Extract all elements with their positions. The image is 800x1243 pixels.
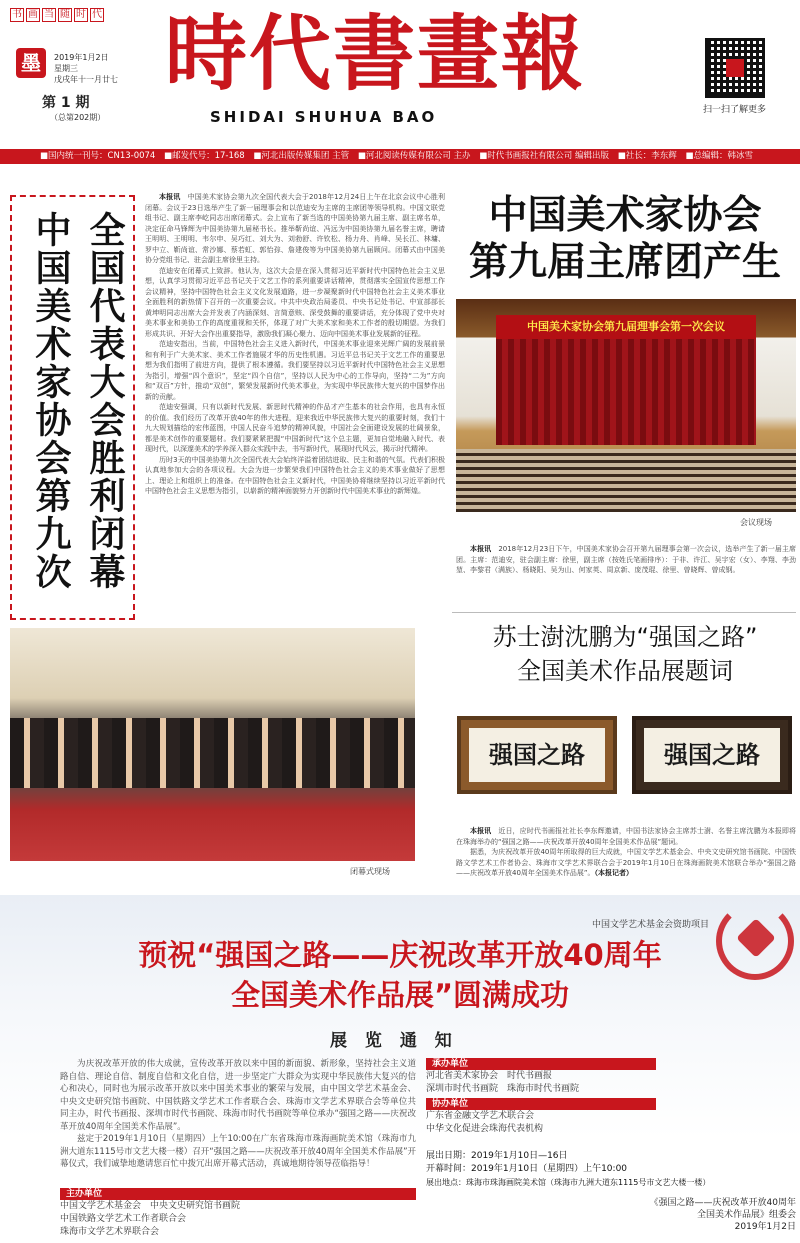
notice-title: 展 览 通 知: [330, 1031, 458, 1051]
presidium-headline: [452, 192, 798, 286]
tagline-char: 时: [76, 9, 86, 20]
organizer-item: 珠海市文学艺术界联合会: [60, 1227, 160, 1237]
notice-paragraph: 为庆祝改革开放的伟大成就，宣传改革开放以来中国的新面貌、新形象，坚持社会主义道路自信、理论自信、制度自信和文化自信，进一步坚定广大群众为实现中华民族伟大复兴的信心和决心，同时也为展示改革开放以来中国美术事业的繁荣与发展，由中国文学艺术基金会、中央文史研究馆书画院、中国铁路文学艺术工作者联合会、珠海市文学艺术界联合会等单位共同主办，时代书画报、深圳市时代书画院、珠海市时代书画院等单位承办“强国之路——庆祝改革开放40周年全国美术作品展”。: [60, 1059, 416, 1132]
calligraphy-scroll-1: [457, 716, 617, 794]
lead-article: [145, 192, 445, 620]
info-item: ■河北出版传媒集团 主管: [253, 151, 350, 161]
newspaper-title-pinyin: SHIDAI SHUHUA BAO: [210, 108, 438, 126]
signoff-block: [560, 1197, 796, 1233]
issue-weekday: 星期三: [54, 64, 78, 73]
inscription-headline-line2: 全国美术作品展题词: [517, 657, 733, 685]
organizer-item: 中国文学艺术基金会 中央文史研究馆书画院: [60, 1201, 241, 1211]
qr-code-icon[interactable]: [705, 38, 765, 98]
exhibition-venue: 展出地点：珠海市珠海画院美术馆（珠海市九洲大道东1115号市文艺大楼一楼）: [426, 1178, 711, 1187]
info-item: ■总编辑：韩冰雪: [685, 151, 754, 161]
article-paragraph: 历时3天的中国美协第九次全国代表大会始终洋溢着团结进取、民主和谐的气氛。代表们积极认真地参加大会的各项议程。大会为进一步繁荣我们中国特色社会主义的美术事业做好了思想上、理论上和组织上的准备。在中国特色社会主义新时代，中国美协将继续坚持以习近平新时代中国特色社会主义思想为指引，以崭新的精神面貌努力开创新时代中国美术事业的新辉煌。: [145, 455, 445, 495]
lead-headline-box: [10, 195, 135, 620]
organizers-title: 主办单位: [60, 1188, 416, 1200]
closing-photo-caption: 闭幕式现场: [350, 867, 390, 876]
opening-time: 开幕时间：2019年1月10日（星期四）上午10:00: [426, 1164, 628, 1174]
meeting-photo: [456, 299, 796, 512]
lead-headline-right: 全国代表大会胜利闭幕: [84, 211, 125, 591]
info-item: ■社长：李东辉: [617, 151, 677, 161]
inscription-headline-line1: 苏士澍沈鹏为“强国之路”: [492, 623, 758, 651]
stage-curtain: [496, 339, 756, 445]
calligraphy-text: 强国之路: [469, 728, 605, 782]
signoff-line2: 全国美术作品展》组委会: [696, 1210, 796, 1220]
presidium-article: [456, 544, 796, 608]
sponsor-note: 中国文学艺术基金会资助项目: [592, 920, 710, 930]
inscription-headline: [452, 620, 798, 688]
audience-seats: [456, 449, 796, 512]
coorg-item: 中华文化促进会珠海代表机构: [426, 1124, 544, 1134]
article-paragraph: 2018年12月23日下午，中国美术家协会召开第九届理事会第一次会议，选举产生了新一届主席团。主席：范迪安，驻会副主席：徐里，副主席（按姓氏笔画排序）：于非、许江、吴宇宏（女）、李翔、李劲堃、李黎君（满族）、杨晓阳、吴为山、何家英、周京新、庞茂琨、徐里、曾晓辉、曾成钢。: [456, 545, 796, 574]
article-paragraph: 中国美术家协会第九次全国代表大会于2018年12月24日上午在北京会议中心胜利闭幕。会议于23日选举产生了新一届理事会和以范迪安为主席的主席团等领导机构。中国文联党组书记、副主席李屹同志出席闭幕式。会上宣布了新当选的中国美协第九届主席、副主席名单，决定征命马锋辉为中国美协第九届秘书长。推举靳尚谊、冯远为中国美协第九届名誉主席，聘请王明明、王明明、韦尔申、吴巧红、刘大为、刘勃舒、许钦松、杨力舟、肖峰、吴长江、林墉、罗中立、靳尚谊、常沙娜、蔡若虹、郭怡孮、詹建俊等为中国美协第九届顾问。闭幕式由中国美协分党组书记、驻会副主席徐里主持。: [145, 193, 445, 264]
calligraphy-text: 强国之路: [644, 728, 780, 782]
info-item: ■邮发代号：17-168: [164, 151, 245, 161]
presidium-headline-line2: 第九届主席团产生: [468, 239, 781, 285]
meeting-photo-caption: 会议现场: [740, 518, 772, 527]
exhibition-headline-line2: 全国美术作品展”圆满成功: [230, 978, 570, 1012]
signoff-line1: 《强国之路——庆祝改革开放40周年: [649, 1198, 796, 1208]
exhibition-headline: [60, 935, 740, 1015]
inscription-article: [456, 826, 796, 882]
article-lead: 本报讯: [470, 545, 492, 553]
seal-logo: 墨: [16, 48, 46, 78]
schedule-block: [426, 1150, 796, 1189]
article-paragraph: 范迪安强调，只有以新时代发展、新思时代精神的作品才产生基本的社会作用，也具有永恒的价值。我们经历了改革开放40年的伟大进程，迎来我近中华民族伟大复兴的重要时刻，我们十九大规划描绘的宏伟蓝图，中国人民奋斗追梦的精神风貌，中国社会全面建设发展的壮阔景象，都是美术创作的重要题材。我们要紧紧把握“中国新时代”这个总主题，更加自觉地融入时代、表现时代，以深邃美术的学养深入群众实践中去，书写新时代，展现时代风云，揭示时代精神。: [145, 403, 445, 453]
section-divider: [452, 612, 796, 613]
exhibition-headline-line1: 预祝“强国之路——庆祝改革开放40周年: [138, 938, 662, 972]
article-paragraph: 据悉，为庆祝改革开放40周年所取得的巨大成就，中国文学艺术基金会、中央文史研究馆书画院、中国铁路文学艺术工作者协会、珠海市文学艺术界联合会于2019年1月10日在珠海画院美术馆联合举办“强国之路——庆祝改革开放40周年全国美术作品展”。: [456, 848, 796, 877]
article-lead: 本报讯: [159, 193, 181, 201]
info-item: ■国内统一刊号：CN13-0074: [40, 151, 156, 161]
issue-total: （总第202期）: [50, 113, 106, 122]
hosts-block: [426, 1058, 656, 1136]
coorg-item: 广东省金融文学艺术联合会: [426, 1111, 535, 1121]
presidium-headline-line1: 中国美术家协会: [488, 192, 762, 238]
newspaper-title: 時代書畫報: [165, 6, 586, 102]
tagline-char: 书: [12, 9, 22, 20]
calligraphy-scroll-2: [632, 716, 792, 794]
article-lead: 本报讯: [470, 827, 492, 835]
lead-headline-left: 中国美术家协会第九次: [30, 211, 71, 591]
organizer-item: 中国铁路文学艺术工作者联合会: [60, 1214, 187, 1224]
hosts-title: 承办单位: [426, 1058, 656, 1070]
publication-info-bar: [0, 149, 800, 164]
attendees: [10, 718, 415, 788]
organizers-block: [60, 1188, 416, 1239]
info-item: ■河北阅读传媒有限公司 主办: [357, 151, 471, 161]
tagline-char: 代: [92, 9, 102, 20]
issue-date: 2019年1月2日: [54, 53, 109, 62]
info-item: ■时代书画报社有限公司 编辑出版: [479, 151, 610, 161]
qr-caption: 扫一扫了解更多: [703, 105, 767, 115]
signoff-date: 2019年1月2日: [734, 1222, 796, 1232]
article-paragraph: 范迪安指出，当前，中国特色社会主义进入新时代，中国美术事业迎来光辉广阔的发展前景和有利于广大美术家、美术工作者施展才华的历史性机遇。习近平总书记关于文艺工作的重要思想为我们指明了前进方向，提供了根本遵循。我们要坚持以习近平新时代中国特色社会主义思想为指引，增强“四个意识”，坚定“四个自信”，坚持以人民为中心的工作导向，坚持“二为”方向和“双百”方针，推动“双创”，繁荣发展新时代美术事业，为实现中华民族伟大复兴的中国梦作出新的贡献。: [145, 340, 445, 401]
issue-number: 第 1 期: [42, 95, 90, 111]
host-item: 深圳市时代书画院 珠海市时代书画院: [426, 1084, 580, 1094]
notice-paragraph: 兹定于2019年1月10日（星期四）上午10:00在广东省珠海市珠海画院美术馆（珠海市九洲大道东1115号市文艺大楼一楼）召开“强国之路——庆祝改革开放40周年全国美术作品展”开幕仪式，我们诚挚地邀请您百忙中拨冗出席开幕式活动，真诚地期待领导莅临指导！: [60, 1134, 416, 1169]
coorg-title: 协办单位: [426, 1098, 656, 1110]
article-paragraph: 近日，应时代书画报社社长李东辉邀请，中国书法家协会主席苏士澍、名誉主席沈鹏为本报即将在珠海举办的“强国之路——庆祝改革开放40周年全国美术作品展”题词。: [456, 827, 796, 846]
closing-ceremony-photo: [10, 628, 415, 861]
meeting-banner: 中国美术家协会第九届理事会第一次会议: [496, 315, 756, 339]
issue-lunar-date: 戊戌年十一月廿七: [54, 75, 118, 84]
article-signature: （本报记者）: [594, 869, 634, 877]
article-paragraph: 范迪安在闭幕式上致辞。他认为，这次大会是在深入贯彻习近平新时代中国特色社会主义思想，认真学习贯彻习近平总书记关于文艺工作的系列重要讲话精神，贯彻落实全国宣传思想工作会议精神，坚持中国特色社会主义文化发展道路，进一步凝聚新时代中国特色社会主义美术事业全面胜利的新热情下召开的一次重要会议。中共中央政治局委员、中央书记处书记、中宣部部长黄坤明同志出席大会并发表了内涵深刻、言简意赅、深受鼓舞的重要讲话，充分体现了党中央对美术事业和美协工作的高度重视和关怀，体现了对广大美术家和美术工作者的殷切期望。为我们形成共识、开好大会作出重要指导，激励我们凝心聚力、迈向中国美术事业发展新的征程。: [145, 266, 445, 338]
tagline-char: 画: [28, 9, 38, 20]
notice-body: [60, 1058, 416, 1184]
host-item: 河北省美术家协会 时代书画报: [426, 1071, 553, 1081]
tagline-char: 随: [60, 9, 70, 20]
exhibition-dates: 展出日期：2019年1月10日—16日: [426, 1151, 568, 1161]
date-block: [54, 52, 118, 85]
masthead-tagline: [10, 8, 104, 22]
tagline-char: 当: [44, 9, 54, 20]
